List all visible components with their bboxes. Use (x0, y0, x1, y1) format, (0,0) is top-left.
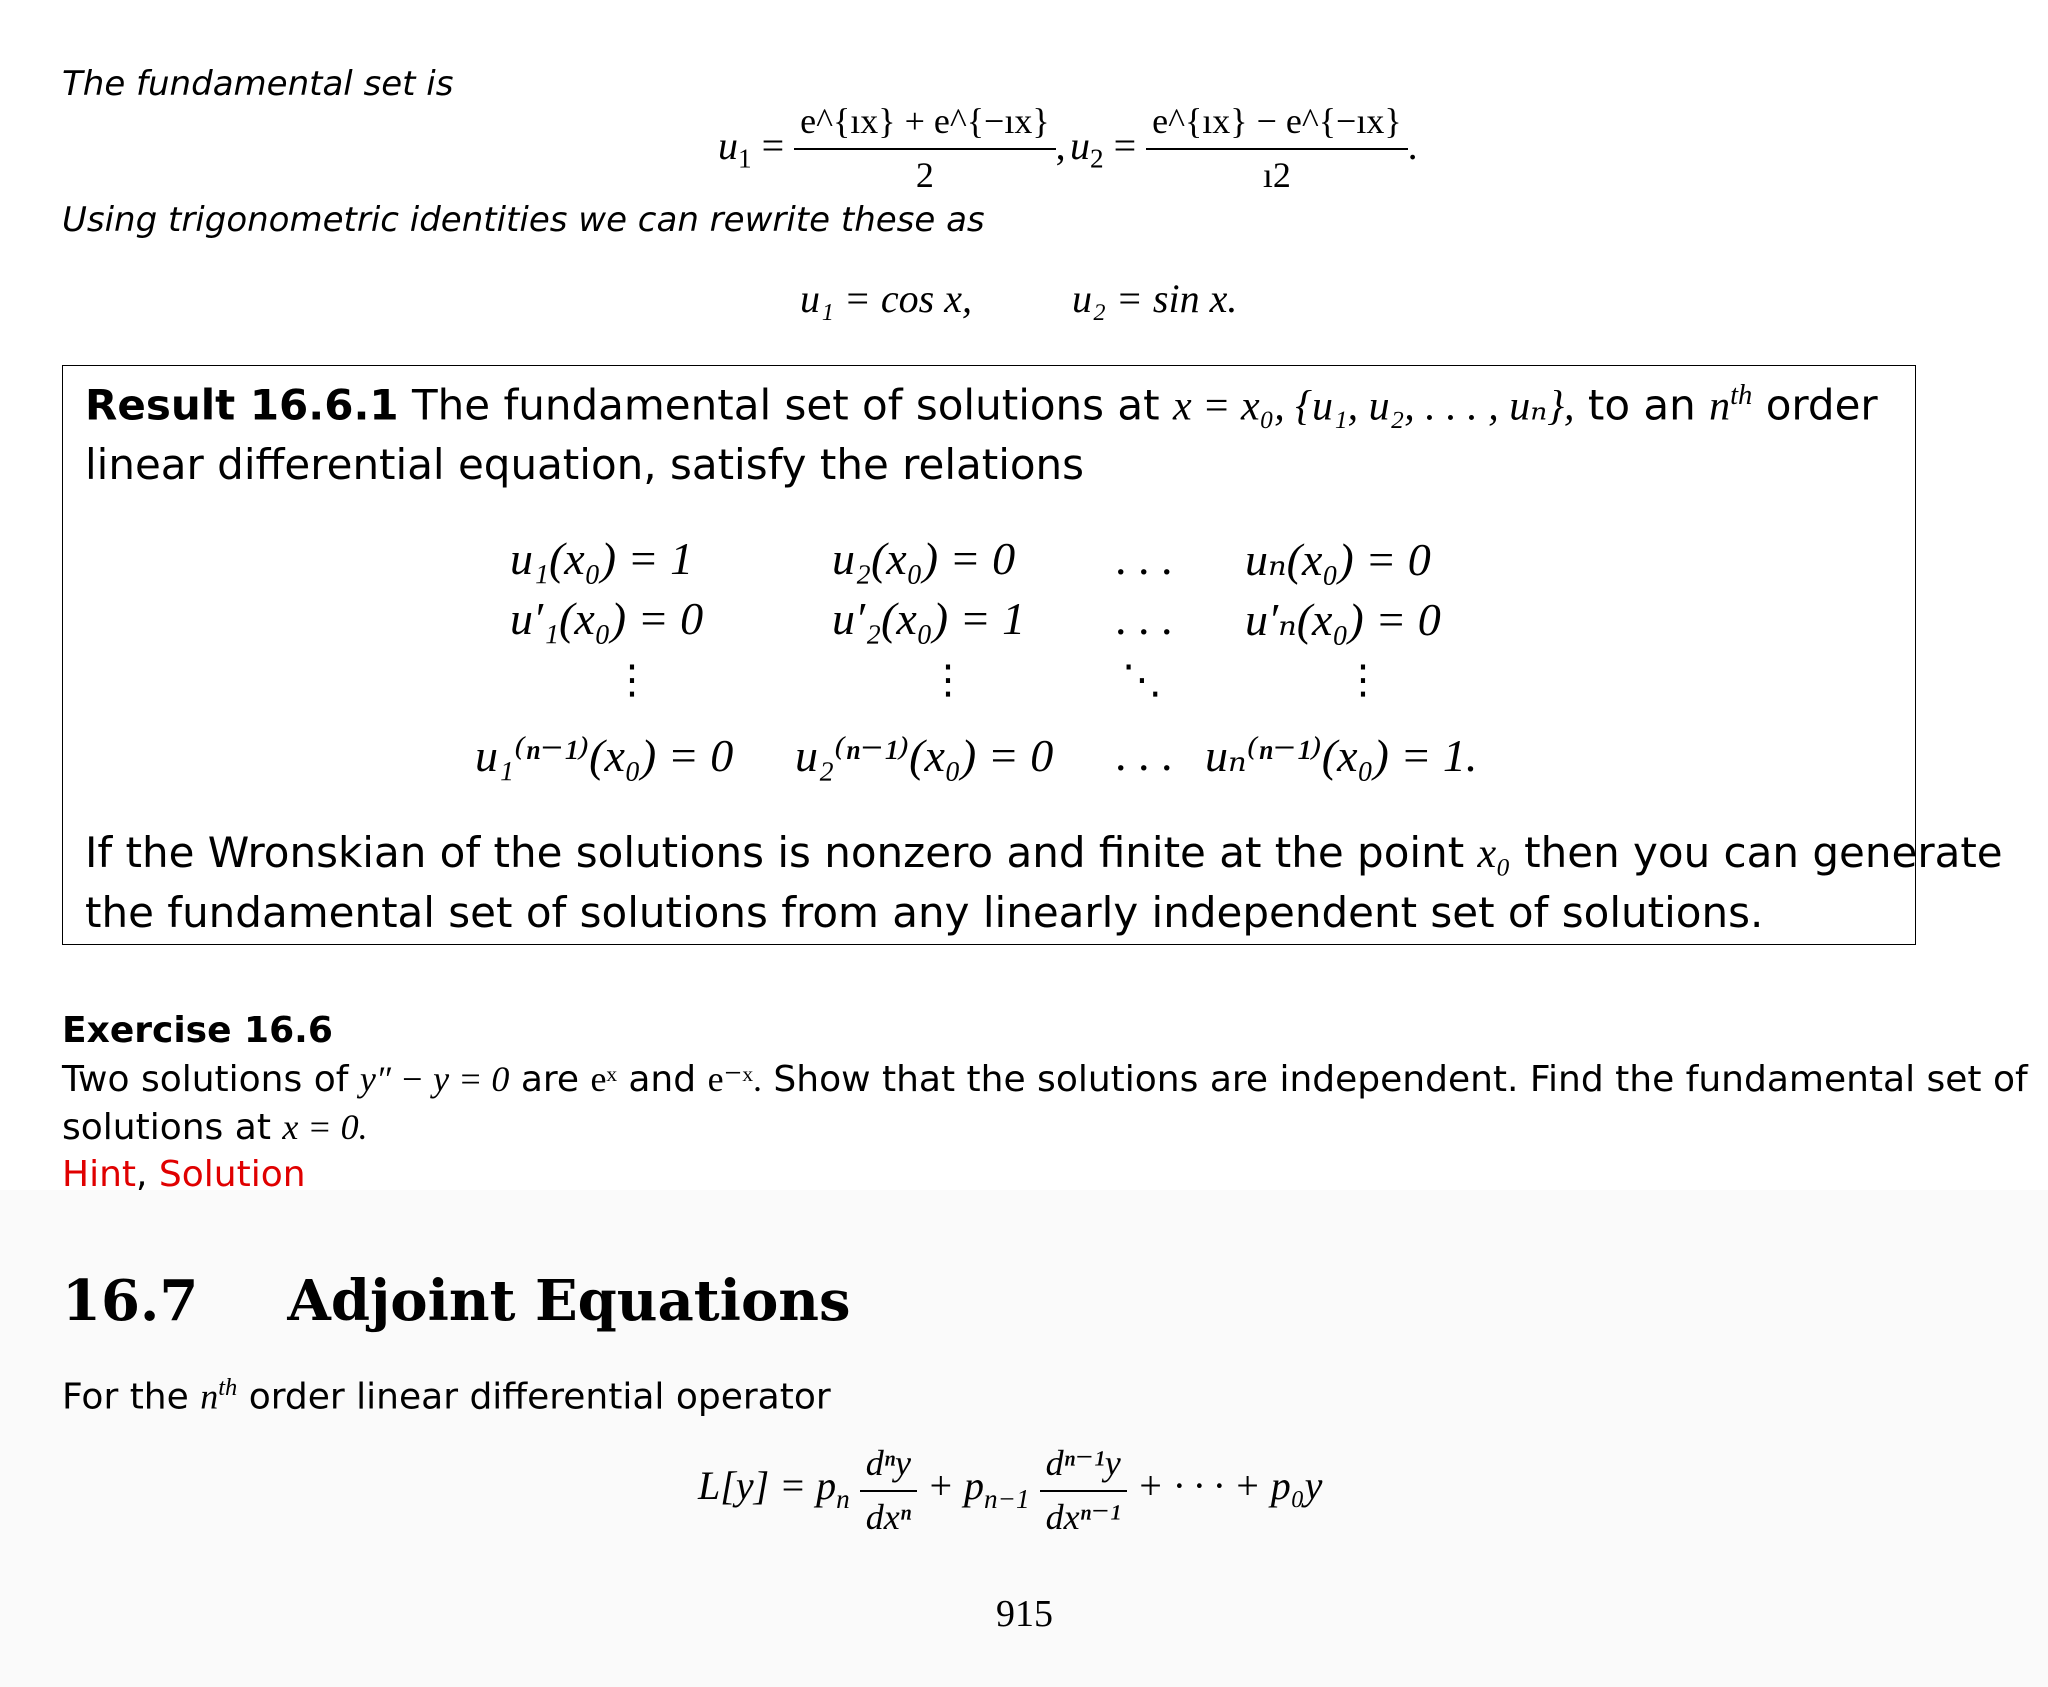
matrix-r2-c1: u′₁(x₀) = 0 (510, 593, 704, 644)
intro-line-2: Using trigonometric identities we can rewrite these as (62, 200, 985, 240)
matrix-r3-c4: ⋮ (1343, 657, 1383, 703)
matrix-r4-c1: u₁⁽ⁿ⁻¹⁾(x₀) = 0 (475, 730, 734, 781)
operator-intro: For the $n^{th}$ order linear differential operator (62, 1374, 831, 1418)
matrix-r2-c3: . . . (1115, 593, 1173, 644)
result-para-line-2: the fundamental set of solutions from any linearly independent set of solutions. (85, 888, 1764, 937)
result-label: Result 16.6.1 (85, 380, 399, 430)
matrix-r4-c3: . . . (1115, 729, 1173, 780)
equation-u1-exp: $u_1$ = $\frac{e\^{}\{ıx\} + e\^{}\{-ıx\}}{2}$ , (718, 101, 1066, 195)
matrix-r1-c3: . . . (1115, 533, 1173, 584)
hint-link[interactable]: Hint (62, 1154, 137, 1195)
result-para-line-1: If the Wronskian of the solutions is nonzero and finite at the point x₀ then you can generate (85, 828, 2003, 877)
exercise-links: Hint, Solution (62, 1154, 306, 1195)
page-number: 915 (996, 1593, 1053, 1635)
equation-u2-exp: $u_2$ = $\frac{e\^{}\{ıx\} - e\^{}\{-ıx\}}{ı2}$ . (1070, 101, 1418, 195)
matrix-r1-c1: u₁(x₀) = 1 (510, 533, 694, 584)
matrix-r2-c4: u′ₙ(x₀) = 0 (1245, 594, 1441, 645)
section-number: 16.7 (62, 1268, 199, 1334)
solution-link[interactable]: Solution (158, 1154, 306, 1195)
result-line-2: linear differential equation, satisfy the relations (85, 440, 1085, 489)
matrix-r3-c2: ⋮ (928, 657, 968, 703)
matrix-r3-c1: ⋮ (612, 657, 652, 703)
equation-u1-cos: u₁ = cos x, (800, 276, 972, 321)
equation-u2-sin: u₂ = sin x. (1072, 276, 1238, 321)
exercise-line-1: Two solutions of y″ − y = 0 are eˣ and e⁻ˣ. Show that the solutions are independent. Find the fundamental set of (62, 1059, 2028, 1100)
result-line-1: Result 16.6.1 The fundamental set of solutions at x = x₀, {u₁, u₂, . . . , uₙ}, to an $n^{th}$ order (85, 380, 1878, 430)
exercise-line-2: solutions at x = 0. (62, 1107, 368, 1148)
matrix-r1-c2: u₂(x₀) = 0 (832, 533, 1016, 584)
section-title: Adjoint Equations (287, 1268, 851, 1334)
matrix-r3-c3: ⋱ (1122, 657, 1162, 703)
operator-equation: $L[y] = p_n$ $\frac{\text{dⁿy}}{\text{dxⁿ}}$ + $p_{n-1}$ $\frac{\text{dⁿ⁻¹y}}{\text{dxⁿ⁻¹}}$ + · · · + p₀y (698, 1443, 1323, 1537)
matrix-r1-c4: uₙ(x₀) = 0 (1245, 534, 1431, 585)
matrix-r2-c2: u′₂(x₀) = 1 (832, 593, 1026, 644)
matrix-r4-c2: u₂⁽ⁿ⁻¹⁾(x₀) = 0 (795, 730, 1054, 781)
matrix-r4-c4: uₙ⁽ⁿ⁻¹⁾(x₀) = 1. (1205, 730, 1478, 781)
section-heading (62, 1268, 851, 1334)
intro-line-1: The fundamental set is (62, 64, 454, 104)
exercise-title: Exercise 16.6 (62, 1010, 333, 1051)
